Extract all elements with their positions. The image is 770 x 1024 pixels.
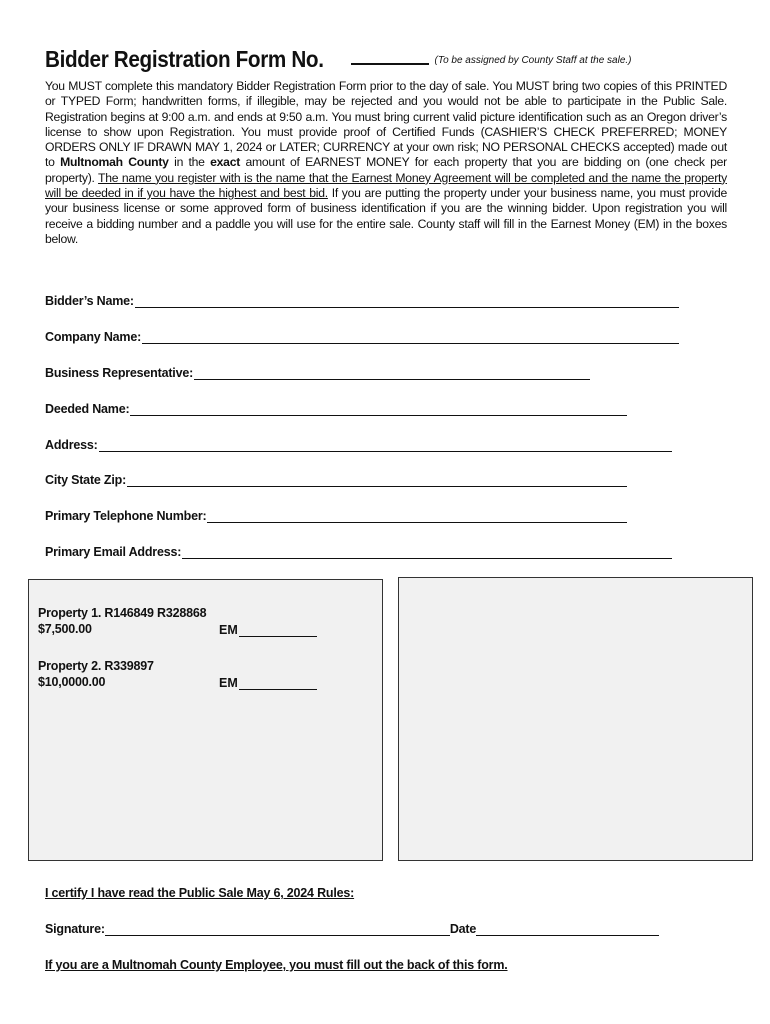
- county-staff-box: [398, 577, 753, 861]
- phone-label: Primary Telephone Number:: [45, 509, 207, 523]
- business-rep-field[interactable]: [194, 365, 590, 380]
- phone-row: [45, 505, 627, 523]
- phone-field[interactable]: [207, 508, 627, 523]
- form-header: [45, 46, 735, 73]
- city-state-zip-field[interactable]: [127, 472, 627, 487]
- deeded-name-label: Deeded Name:: [45, 402, 130, 416]
- property-1: [38, 605, 206, 637]
- form-number-field[interactable]: [351, 63, 429, 65]
- company-name-row: [45, 326, 679, 344]
- company-name-label: Company Name:: [45, 330, 142, 344]
- signature-label: Signature:: [45, 922, 105, 936]
- property-2-label: Property 2. R339897: [38, 659, 154, 673]
- company-name-field[interactable]: [142, 329, 679, 344]
- date-label: Date: [449, 922, 477, 936]
- form-title: Bidder Registration Form No.: [45, 46, 324, 72]
- email-row: [45, 541, 672, 559]
- date-field[interactable]: [476, 921, 659, 936]
- property-1-em: EM: [219, 623, 317, 637]
- bidder-name-row: [45, 290, 679, 308]
- property-2: [38, 658, 154, 690]
- address-label: Address:: [45, 438, 98, 452]
- signature-field[interactable]: [105, 921, 450, 936]
- email-label: Primary Email Address:: [45, 545, 182, 559]
- instructions-paragraph: You MUST complete this mandatory Bidder Registration Form prior to the day of sale. You MUST bring two copies of this PRINTED or TYPED Form; handwritten forms, if illegible, may be rejected and you would not be able to participate in the Public Sale. Registration begins at 9:00 a.m. and ends at 9:50 a.m. You must bring current valid picture identification such as an Oregon driver’s license to show upon Registration. You must provide proof of Certified Funds (CASHIER’S CHECK PREFERRED; MONEY ORDERS ONLY IF DRAWN MAY 1, 2024 or LATER; CURRENCY at your own risk; NO PERSONAL CHECKS accepted) made out to Multnomah County in the exact amount of EARNEST MONEY for each property that you are bidding on (one check per property). The name you register with is the name that the Earnest Money Agreement will be completed and the name the property will be deeded in if you have the highest and best bid. If you are putting the property under your business name, you must provide your business license or some approved form of business identification if you are the winning bidder. Upon registration you will receive a bidding number and a paddle you will use for the entire sale. County staff will fill in the Earnest Money (EM) in the boxes below.: [45, 79, 728, 246]
- employee-notice: If you are a Multnomah County Employee, you must fill out the back of this form.: [45, 958, 508, 972]
- deeded-name-field[interactable]: [130, 401, 627, 416]
- address-row: [45, 434, 672, 452]
- bidder-name-field[interactable]: [135, 293, 679, 308]
- bidder-name-label: Bidder’s Name:: [45, 294, 134, 308]
- business-rep-label: Business Representative:: [45, 366, 194, 380]
- email-field[interactable]: [182, 544, 672, 559]
- property-1-label: Property 1. R146849 R328868: [38, 606, 207, 620]
- property-1-amount: $7,500.00: [38, 622, 92, 636]
- form-number-note: (To be assigned by County Staff at the sale.): [434, 55, 632, 66]
- business-rep-row: [45, 362, 590, 380]
- deed-name-notice: The name you register with is the name that the Earnest Money Agreement will be completed and the name the property will be deeded in if you have the highest and best bid.: [45, 170, 727, 201]
- address-field[interactable]: [99, 437, 672, 452]
- property-2-em-field[interactable]: [239, 676, 317, 690]
- deeded-name-row: [45, 398, 627, 416]
- city-state-zip-row: [45, 469, 627, 487]
- signature-row: [45, 921, 659, 936]
- property-1-em-field[interactable]: [239, 623, 317, 637]
- certify-statement: I certify I have read the Public Sale May 6, 2024 Rules:: [45, 886, 355, 900]
- city-state-zip-label: City State Zip:: [45, 473, 127, 487]
- property-2-amount: $10,0000.00: [38, 675, 106, 689]
- payee-name: Multnomah County: [60, 155, 169, 170]
- property-2-em: EM: [219, 676, 317, 690]
